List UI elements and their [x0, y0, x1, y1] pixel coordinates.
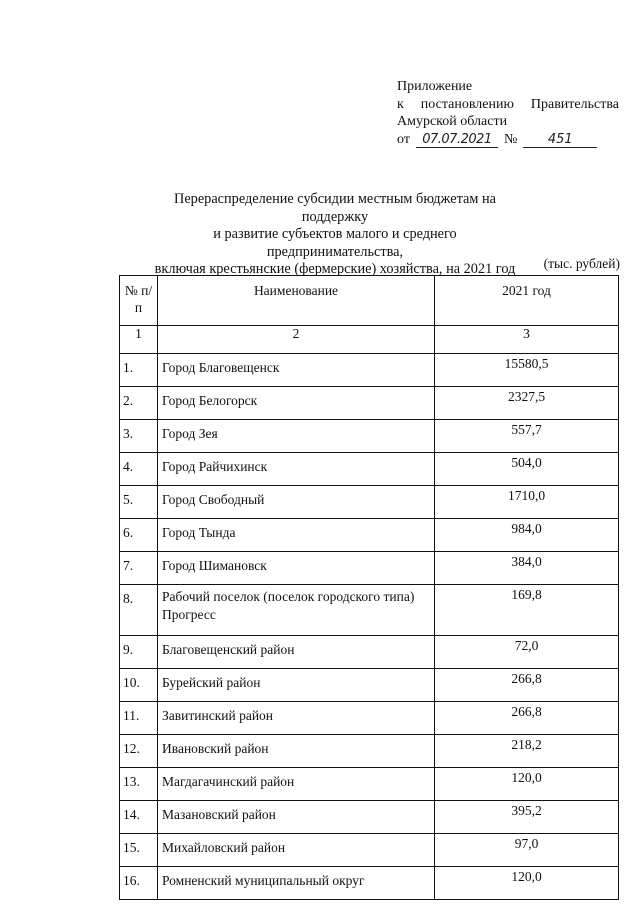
row-value: 557,7	[435, 420, 619, 453]
column-index: 2	[158, 326, 435, 354]
row-number: 14.	[120, 801, 158, 834]
row-number: 9.	[120, 636, 158, 669]
row-number: 13.	[120, 768, 158, 801]
row-name: Мазановский район	[158, 801, 435, 834]
row-name: Город Зея	[158, 420, 435, 453]
row-number: 2.	[120, 387, 158, 420]
table-row	[120, 552, 619, 585]
row-value: 1710,0	[435, 486, 619, 519]
annex-resolution-word: постановлению	[420, 96, 514, 112]
row-name: Михайловский район	[158, 834, 435, 867]
row-value: 984,0	[435, 519, 619, 552]
column-index: 3	[435, 326, 619, 354]
table-row	[120, 387, 619, 420]
table-row	[120, 453, 619, 486]
row-value: 72,0	[435, 636, 619, 669]
annex-government-word: Правительства	[530, 96, 619, 112]
column-index: 1	[120, 326, 158, 354]
table-row	[120, 486, 619, 519]
annex-resolution-line	[397, 96, 619, 114]
table-row	[120, 867, 619, 900]
row-value: 266,8	[435, 669, 619, 702]
row-number: 5.	[120, 486, 158, 519]
annex-block	[397, 78, 619, 148]
row-number: 15.	[120, 834, 158, 867]
row-number: 6.	[120, 519, 158, 552]
row-number: 11.	[120, 702, 158, 735]
annex-region: Амурской области	[397, 114, 508, 129]
row-value: 120,0	[435, 768, 619, 801]
row-number: 16.	[120, 867, 158, 900]
row-number: 12.	[120, 735, 158, 768]
table-row	[120, 585, 619, 636]
subsidy-table	[119, 275, 619, 900]
row-name: Город Тында	[158, 519, 435, 552]
column-index-row	[120, 326, 619, 354]
row-name: Город Белогорск	[158, 387, 435, 420]
row-value: 504,0	[435, 453, 619, 486]
row-number: 8.	[120, 585, 158, 636]
table-row	[120, 420, 619, 453]
row-value: 97,0	[435, 834, 619, 867]
unit-label: (тыс. рублей)	[543, 256, 620, 271]
date-prefix: от	[397, 131, 410, 147]
row-number: 7.	[120, 552, 158, 585]
title-line-3: включая крестьянские (фермерские) хозяйства, на 2021 год	[154, 261, 516, 277]
row-value: 384,0	[435, 552, 619, 585]
handwritten-date: 07.07.2021	[416, 132, 498, 148]
row-name: Ивановский район	[158, 735, 435, 768]
table-row	[120, 669, 619, 702]
row-name: Город Благовещенск	[158, 354, 435, 387]
row-number: 10.	[120, 669, 158, 702]
table-row	[120, 801, 619, 834]
row-name: Магдагачинский район	[158, 768, 435, 801]
table-row	[120, 636, 619, 669]
row-value: 395,2	[435, 801, 619, 834]
row-number: 3.	[120, 420, 158, 453]
table-row	[120, 735, 619, 768]
row-number: 4.	[120, 453, 158, 486]
table-row	[120, 834, 619, 867]
table-row	[120, 768, 619, 801]
header-name: Наименование	[158, 276, 435, 326]
row-name: Город Свободный	[158, 486, 435, 519]
table-row	[120, 702, 619, 735]
row-value: 266,8	[435, 702, 619, 735]
annex-label: Приложение	[397, 79, 473, 94]
table-row	[120, 519, 619, 552]
number-label: №	[503, 131, 518, 147]
row-name: Город Райчихинск	[158, 453, 435, 486]
row-value: 15580,5	[435, 354, 619, 387]
header-number: № п/п	[120, 276, 158, 326]
row-name: Бурейский район	[158, 669, 435, 702]
table-row	[120, 354, 619, 387]
row-value: 218,2	[435, 735, 619, 768]
row-value: 2327,5	[435, 387, 619, 420]
row-value: 120,0	[435, 867, 619, 900]
title-line-2: и развитие субъектов малого и среднего предпринимательства,	[213, 226, 457, 260]
row-name: Город Шимановск	[158, 552, 435, 585]
handwritten-number: 451	[523, 132, 597, 148]
annex-preposition: к	[397, 96, 404, 112]
row-number: 1.	[120, 354, 158, 387]
table-header-row	[120, 276, 619, 326]
table-body	[120, 276, 619, 900]
row-name: Ромненский муниципальный округ	[158, 867, 435, 900]
row-name: Рабочий поселок (поселок городского типа) Прогресс	[158, 585, 435, 636]
row-name: Завитинский район	[158, 702, 435, 735]
header-year: 2021 год	[435, 276, 619, 326]
document-title	[150, 191, 520, 279]
row-value: 169,8	[435, 585, 619, 636]
row-name: Благовещенский район	[158, 636, 435, 669]
title-line-1: Перераспределение субсидии местным бюджетам на поддержку	[174, 191, 496, 225]
annex-date-line	[397, 131, 619, 149]
